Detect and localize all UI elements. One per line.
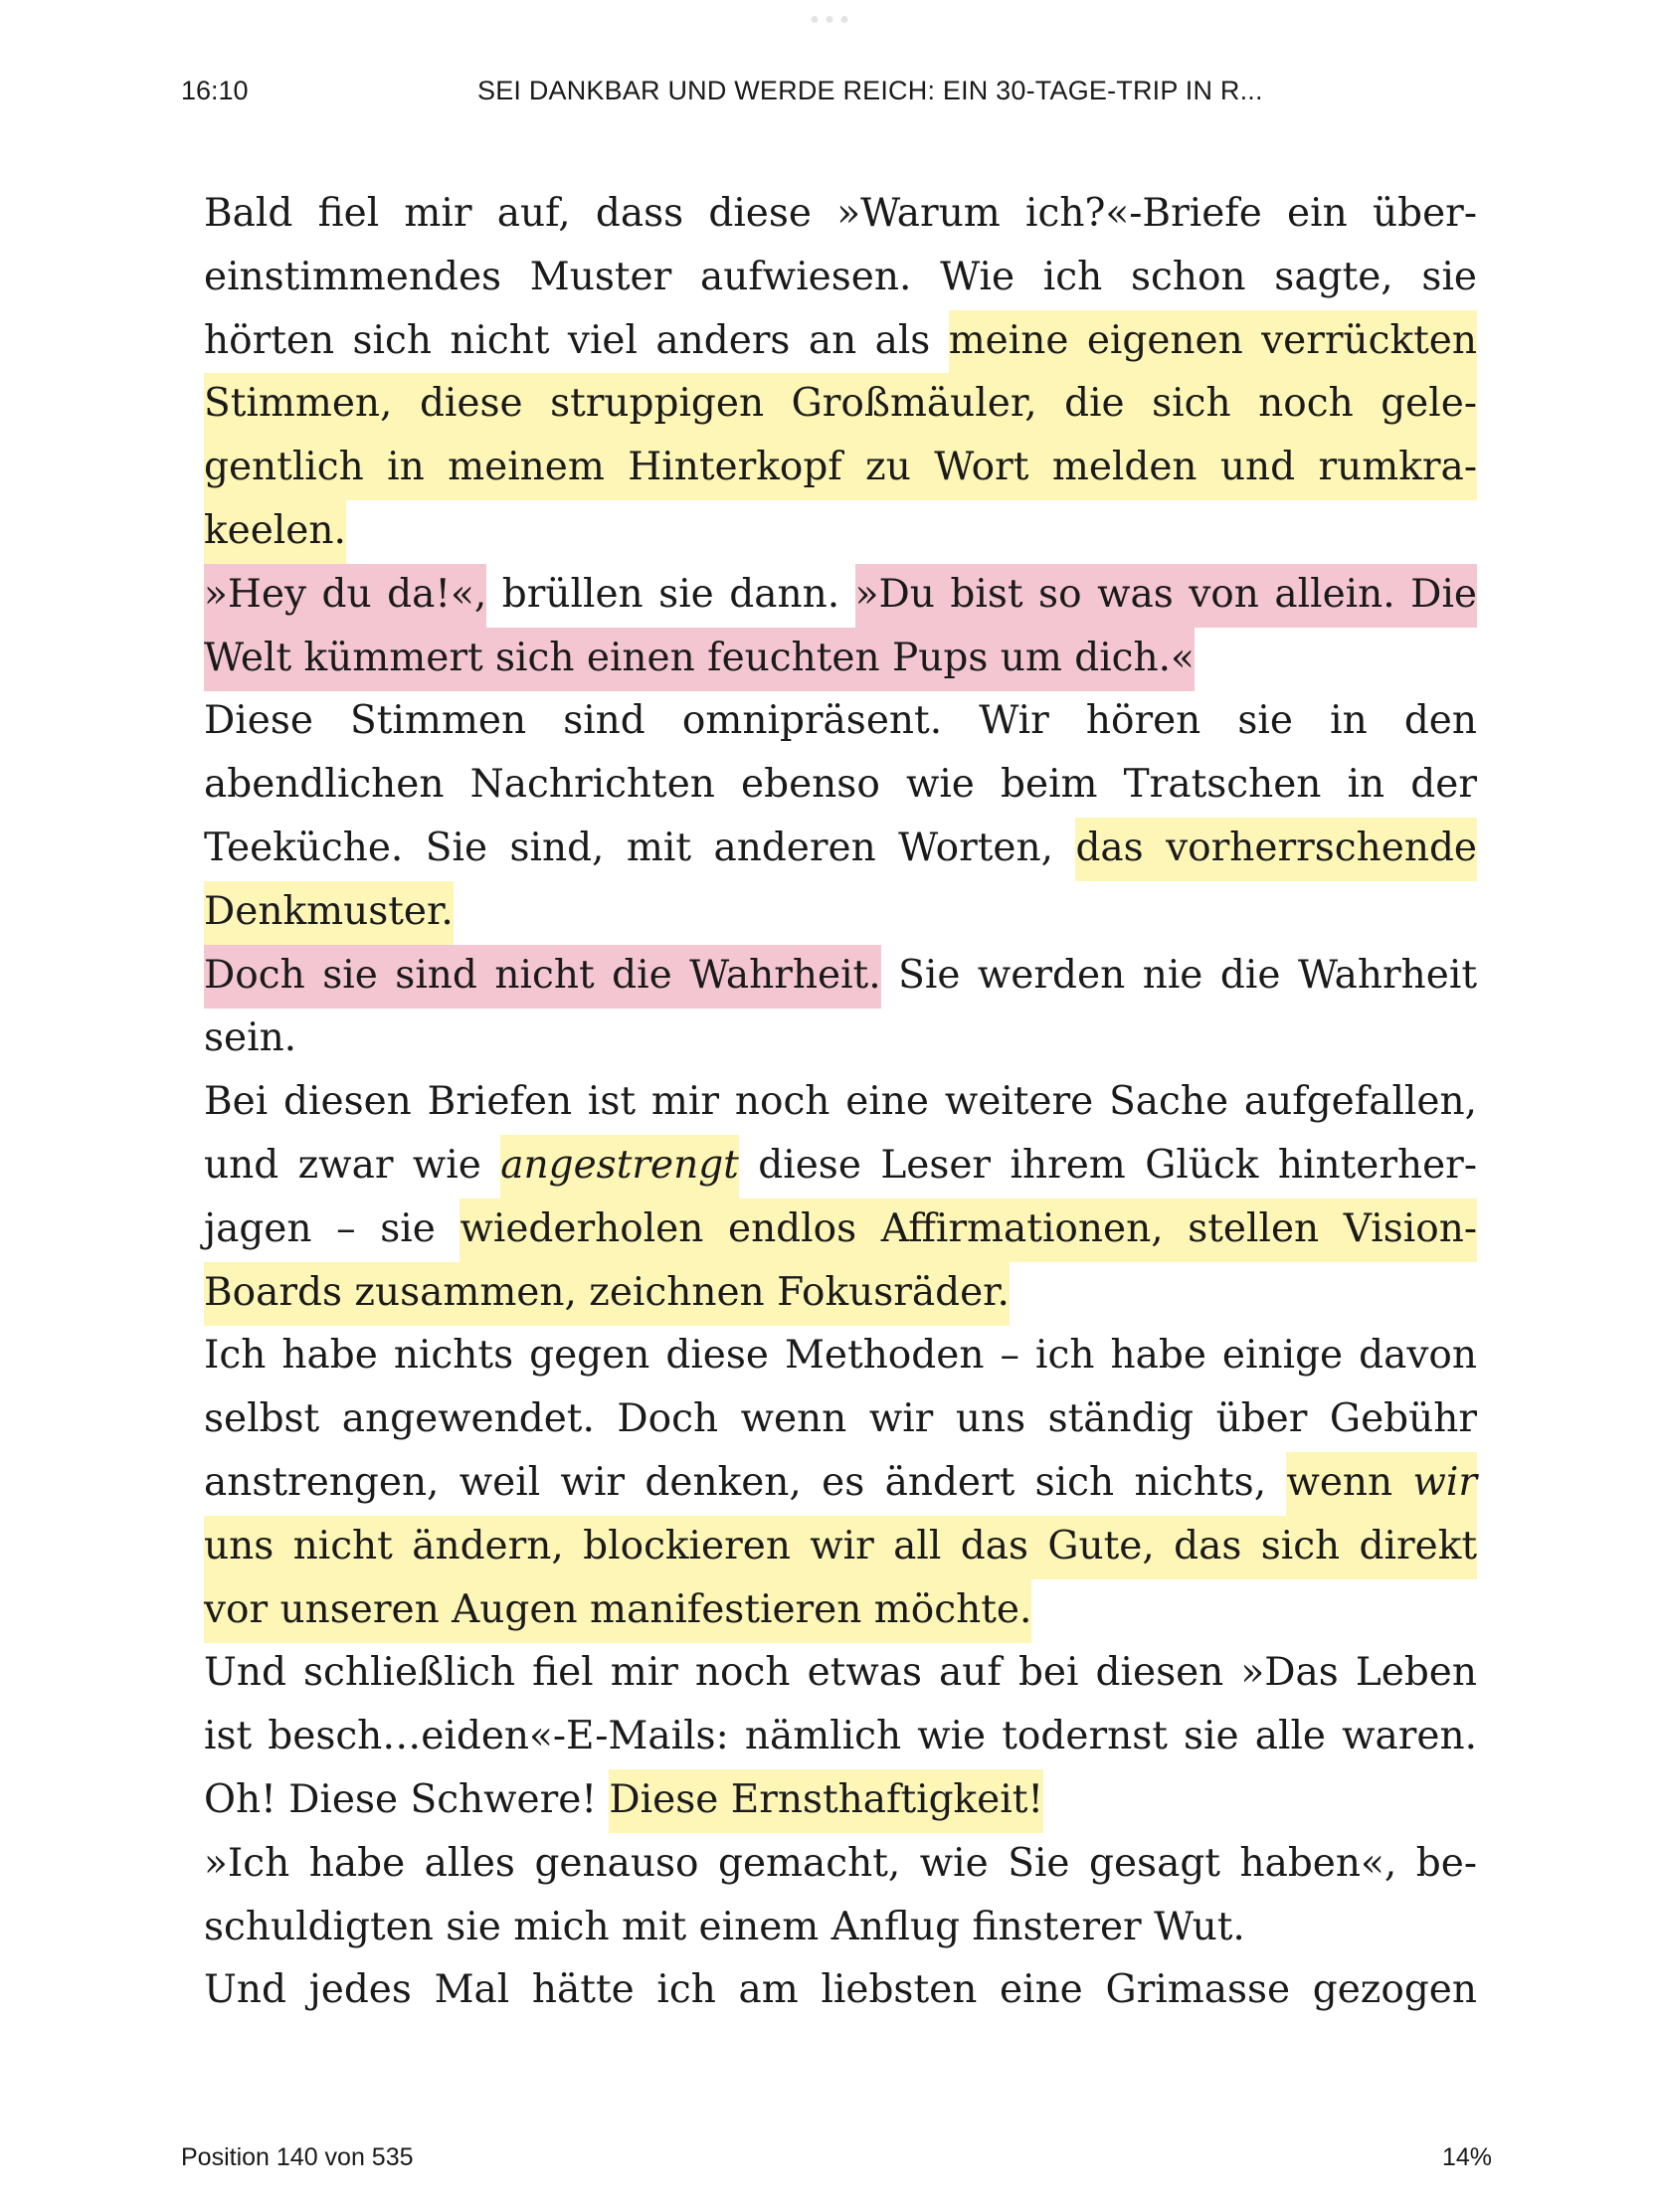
book-paragraph[interactable] [204, 689, 1477, 943]
yellow-highlight[interactable]: wenn [1286, 1452, 1412, 1516]
text-run: Ich habe nichts gegen diese Methoden – ich habe einige davon selbst angewendet. Doch wenn wir uns ständig über Gebühr anstrengen, weil wir denken, es ändert sich nichts, [204, 1333, 1477, 1505]
book-paragraph[interactable] [204, 1641, 1477, 1831]
book-paragraph[interactable] [204, 563, 1477, 690]
text-run: Bald fiel mir auf, dass diese »Warum ich?«-Briefe ein übereinstimmendes Muster aufwiesen. Wie ich schon sagte, sie hörten sich nicht viel anders an als [204, 191, 1477, 363]
grabber-dot [827, 16, 833, 23]
book-paragraph[interactable] [204, 1958, 1477, 2022]
book-paragraph[interactable] [204, 1324, 1477, 1641]
reader-header [0, 76, 1659, 111]
pink-highlight[interactable]: »Hey du da!«, [204, 564, 486, 628]
book-paragraph[interactable] [204, 1832, 1477, 1959]
yellow-highlight[interactable]: wiederholen endlos Affirmationen, stellen Vision-Boards zusammen, zeichnen Fokusräder. [204, 1198, 1477, 1326]
top-grabber-handle[interactable] [812, 16, 848, 23]
grabber-dot [841, 16, 848, 23]
book-title[interactable]: SEI DANKBAR UND WERDE REICH: EIN 30-TAGE-TRIP IN R... [477, 76, 1263, 105]
text-run: Diese Stimmen sind omnipräsent. Wir hören sie in den abendlichen Nachrichten ebenso wie beim Tratschen in der Teeküche. Sie sind, mit anderen Worten, [204, 698, 1477, 870]
reading-progress-percent[interactable]: 14% [1441, 2143, 1492, 2171]
text-run: diese Leser ihrem Glück hinterherjagen – sie [204, 1142, 1477, 1251]
text-run: Sie werden nie die Wahrheit sein. [204, 952, 1477, 1061]
yellow-highlight[interactable]: uns nicht ändern, blockieren wir all das Gute, das sich direkt vor unseren Augen manifestieren möchte. [204, 1516, 1477, 1643]
grabber-dot [812, 16, 819, 23]
text-run: Und schließlich fiel mir noch etwas auf bei diesen »Das Leben ist besch…eiden«-E-Mails: nämlich wie todernst sie alle waren. Oh! Diese Schwere! [204, 1650, 1477, 1822]
book-paragraph[interactable] [204, 944, 1477, 1071]
text-run: »Ich habe alles genauso gemacht, wie Sie gesagt haben«, beschuldigten sie mich mit einem Anflug finsterer Wut. [204, 1840, 1477, 1949]
reading-position[interactable]: Position 140 von 535 [181, 2143, 414, 2171]
clock: 16:10 [181, 76, 249, 105]
pink-highlight[interactable]: Doch sie sind nicht die Wahrheit. [204, 945, 881, 1009]
book-page-text[interactable] [204, 182, 1477, 2022]
yellow-highlight[interactable]: das vorherrschende Denkmuster. [204, 818, 1477, 945]
text-run: Bei diesen Briefen ist mir noch eine weitere Sache aufgefallen, und zwar wie [204, 1079, 1477, 1188]
yellow-highlight[interactable]: angestrengt [500, 1135, 739, 1198]
book-paragraph[interactable] [204, 182, 1477, 563]
yellow-highlight[interactable]: wir [1412, 1452, 1477, 1516]
book-paragraph[interactable] [204, 1070, 1477, 1324]
yellow-highlight[interactable]: meine eigenen verrückten Stimmen, diese struppigen Großmäuler, die sich noch gelegentlich in meinem Hinterkopf zu Wort melden und rumkrakeelen. [204, 310, 1477, 564]
yellow-highlight[interactable]: Diese Ernsthaftigkeit! [609, 1769, 1043, 1833]
text-run: Und jedes Mal hätte ich am liebsten eine Grimasse gezogen [204, 1967, 1477, 2013]
pink-highlight[interactable]: »Du bist so was von allein. Die Welt kümmert sich einen feuchten Pups um dich.« [204, 564, 1477, 691]
text-run: brüllen sie dann. [486, 571, 855, 617]
